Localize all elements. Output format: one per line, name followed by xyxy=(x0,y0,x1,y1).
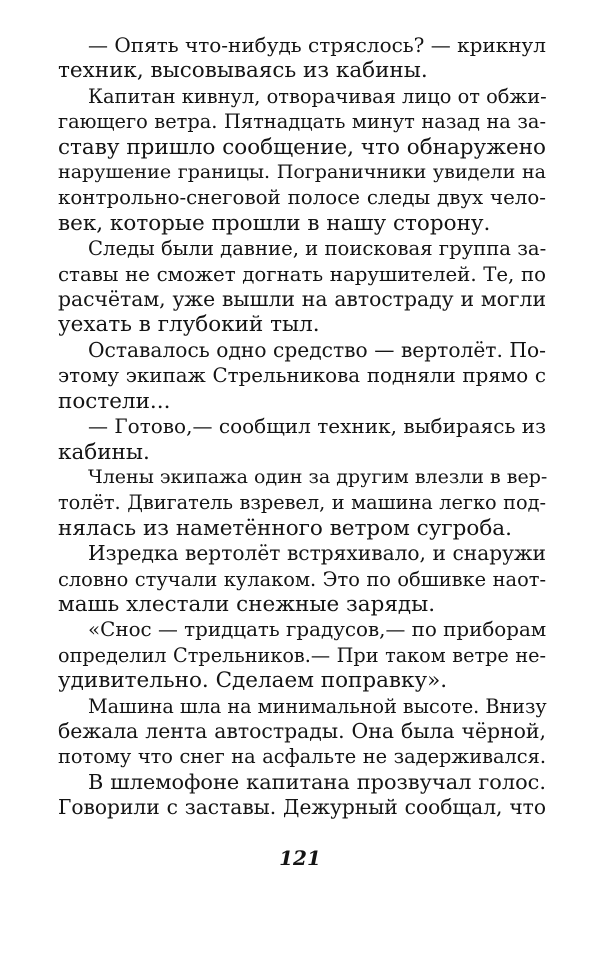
text-line: В шлемофоне капитана прозвучал голос. xyxy=(88,769,546,794)
text-line: контрольно-снеговой полосе следы двух чело- xyxy=(58,186,546,210)
paragraph-10 xyxy=(58,770,546,821)
text-line: «Снос — тридцать градусов,— по приборам xyxy=(88,618,547,642)
text-line: нялась из наметённого ветром сугроба. xyxy=(58,515,512,541)
text-line: потому что снег на асфальте не задерживался. xyxy=(58,745,546,769)
text-line: ставу пришло сообщение, что обнаружено xyxy=(58,134,546,160)
text-line: нарушение границы. Пограничники увидели на xyxy=(58,161,546,184)
body-text xyxy=(58,33,546,821)
text-line: Члены экипажа один за другим влезли в вер- xyxy=(88,465,548,488)
text-line: Капитан кивнул, отворачивая лицо от обжи- xyxy=(88,84,547,108)
text-line: Говорили с заставы. Дежурный сообщал, что xyxy=(58,795,546,820)
text-line: Изредка вертолёт встряхивало, и снаружи xyxy=(88,541,546,566)
text-line: — Опять что-нибудь стряслось? — крикнул xyxy=(88,33,546,57)
text-line: Машина шла на минимальной высоте. Внизу xyxy=(88,694,547,718)
text-line: — Готово,— сообщил техник, выбираясь из xyxy=(88,414,546,439)
text-line: бежала лента автострады. Она была чёрной, xyxy=(58,718,546,743)
text-line: гающего ветра. Пятнадцать минут назад на за- xyxy=(58,110,546,134)
text-line: определил Стрельников.— При таком ветре не- xyxy=(58,643,546,667)
paragraph-6 xyxy=(58,465,546,541)
paragraph-9 xyxy=(58,694,546,770)
text-line: Следы были давние, и поисковая группа за- xyxy=(88,237,547,261)
text-line: Оставалось одно средство — вертолёт. По- xyxy=(88,337,546,362)
paragraph-2 xyxy=(58,84,546,236)
text-line: техник, высовываясь из кабины. xyxy=(58,58,428,84)
paragraph-8 xyxy=(58,617,546,693)
text-line: уехать в глубокий тыл. xyxy=(58,312,320,338)
paragraph-7 xyxy=(58,541,546,617)
text-line: машь хлестали снежные заряды. xyxy=(58,591,436,617)
text-line: расчётам, уже вышли на автостраду и могли xyxy=(58,287,546,312)
text-line: толёт. Двигатель взревел, и машина легко под- xyxy=(58,491,546,515)
paragraph-4 xyxy=(58,338,546,414)
text-line: этому экипаж Стрельникова подняли прямо с xyxy=(58,364,546,388)
text-line: век, которые прошли в нашу сторону. xyxy=(58,210,491,236)
paragraph-3 xyxy=(58,236,546,338)
text-line: ставы не сможет догнать нарушителей. Те, по xyxy=(58,262,546,286)
text-line: постели... xyxy=(58,388,171,414)
text-line: кабины. xyxy=(58,439,150,465)
text-line: словно стучали кулаком. Это по обшивке наот- xyxy=(58,567,546,591)
text-line: удивительно. Сделаем поправку». xyxy=(58,668,448,694)
page-number: 121 xyxy=(279,846,321,870)
paragraph-1 xyxy=(58,33,546,84)
paragraph-5 xyxy=(58,414,546,465)
